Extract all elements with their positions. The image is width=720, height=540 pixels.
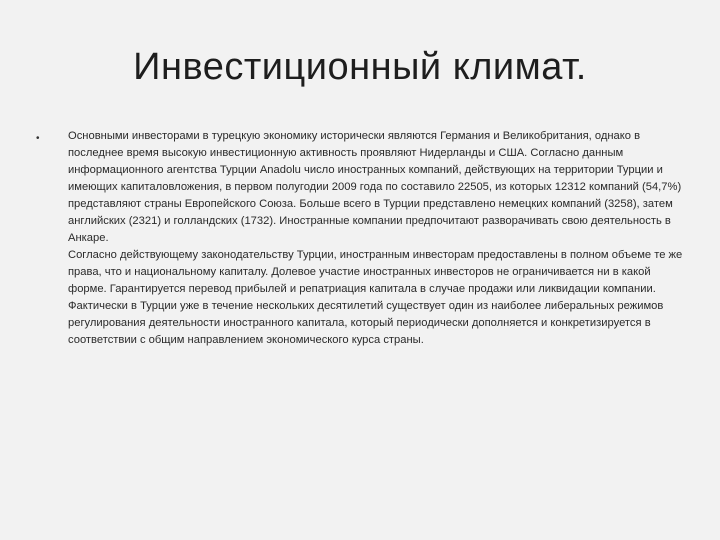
paragraph-legislation: Согласно действующему законодательству Турции, иностранным инвесторам предоставлены в полном объеме те же права, что и национальному капиталу. Долевое участие иностранных инвесторов не ограничивается ни в какой форме. Гарантируется перевод прибылей и репатриация капитала в случае продажи или ликвидации компании. Фактически в Турции уже в течение нескольких десятилетий существует один из наиболее либеральных режимов регулирования деятельности иностранного капитала, который периодически дополняется и конкретизируется в соответствии с общим направлением экономического курса страны. — [68, 249, 683, 346]
slide-title: Инвестиционный климат. — [133, 46, 587, 88]
slide-body — [36, 128, 686, 349]
bullet-marker: • — [36, 133, 40, 144]
paragraph-investors: Основными инвесторами в турецкую экономику исторически являются Германия и Великобритания, однако в последнее время высокую инвестиционную активность проявляют Нидерланды и США. Согласно данным информационного агентства Турции Anadolu число иностранных компаний, действующих на территории Турции и имеющих капиталовложения, в первом полугодии 2009 года по составило 22505, из которых 12312 компаний (54,7%) представляют страны Европейского Союза. Больше всего в Турции представлено немецких компаний (3258), затем английских (2321) и голландских (1732). Иностранные компании предпочитают разворачивать свою деятельность в Анкаре. — [68, 130, 682, 244]
